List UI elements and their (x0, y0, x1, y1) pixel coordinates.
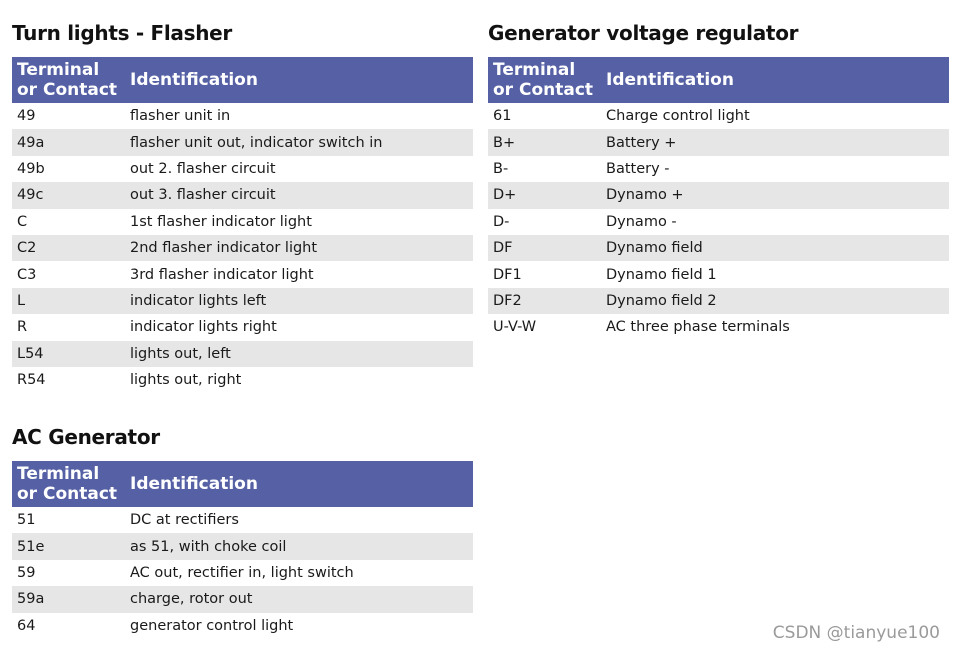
column-header-terminal: Terminal or Contact (12, 461, 125, 507)
column-header-terminal: Terminal or Contact (488, 57, 601, 103)
table-row (488, 156, 949, 182)
identification-cell: as 51, with choke coil (125, 533, 473, 559)
identification-cell: Charge control light (606, 108, 750, 125)
identification-cell: out 2. flasher circuit (130, 160, 276, 177)
identification-cell: flasher unit out, indicator switch in (125, 129, 473, 155)
table-row (488, 129, 949, 155)
terminal-cell: C (17, 213, 28, 230)
terminal-cell: R (17, 319, 28, 336)
table-row (12, 533, 473, 559)
terminal-cell: 49b (17, 160, 45, 177)
table-header-row (12, 57, 473, 103)
identification-cell: out 3. flasher circuit (125, 182, 473, 208)
table-row (12, 613, 473, 639)
table-row (12, 103, 473, 129)
column-header-identification: Identification (125, 461, 473, 507)
identification-cell: flasher unit in (130, 108, 231, 125)
terminal-cell: D+ (488, 182, 601, 208)
terminal-cell: U-V-W (493, 319, 537, 336)
table-header-row (12, 461, 473, 507)
terminal-cell: 61 (493, 108, 512, 125)
terminal-cell: DF1 (493, 266, 522, 283)
table-row (12, 507, 473, 533)
identification-cell: Dynamo field 1 (606, 266, 717, 283)
identification-cell: 1st flasher indicator light (130, 213, 312, 230)
table-row (12, 182, 473, 208)
terminal-cell: 49c (12, 182, 125, 208)
table-row (12, 560, 473, 586)
identification-cell: Dynamo - (606, 213, 677, 230)
table-row (488, 314, 949, 340)
terminal-cell: B+ (488, 129, 601, 155)
identification-cell: indicator lights left (125, 288, 473, 314)
terminal-cell: D- (493, 213, 510, 230)
terminal-cell: 49 (17, 108, 36, 125)
generator-regulator-section (488, 21, 949, 341)
table-row (12, 261, 473, 287)
table-row (12, 314, 473, 340)
table-row (12, 235, 473, 261)
identification-cell: Dynamo + (601, 182, 949, 208)
terminal-table (12, 57, 473, 393)
terminal-cell: R54 (17, 372, 46, 389)
table-row (12, 367, 473, 393)
table-header-row (488, 57, 949, 103)
identification-cell: indicator lights right (130, 319, 277, 336)
terminal-cell: DF (488, 235, 601, 261)
section-title: AC Generator (12, 425, 160, 449)
terminal-cell: 59 (17, 564, 36, 581)
identification-cell: generator control light (130, 617, 294, 634)
identification-cell: Battery + (601, 129, 949, 155)
terminal-table (12, 461, 473, 639)
identification-cell: Dynamo field (601, 235, 949, 261)
table-row (12, 209, 473, 235)
table-row (12, 288, 473, 314)
terminal-cell: 51e (12, 533, 125, 559)
table-row (488, 235, 949, 261)
terminal-cell: C2 (12, 235, 125, 261)
identification-cell: 3rd flasher indicator light (130, 266, 314, 283)
terminal-cell: C3 (17, 266, 37, 283)
terminal-table (488, 57, 949, 341)
identification-cell: DC at rectifiers (130, 512, 239, 529)
table-row (12, 156, 473, 182)
terminal-cell: 64 (17, 617, 36, 634)
identification-cell: Dynamo field 2 (601, 288, 949, 314)
identification-cell: AC out, rectifier in, light switch (130, 564, 354, 581)
terminal-cell: L (12, 288, 125, 314)
column-header-terminal: Terminal or Contact (12, 57, 125, 103)
identification-cell: charge, rotor out (125, 586, 473, 612)
table-row (12, 586, 473, 612)
table-row (488, 103, 949, 129)
identification-cell: Battery - (606, 160, 670, 177)
terminal-cell: 49a (12, 129, 125, 155)
identification-cell: AC three phase terminals (606, 319, 790, 336)
table-row (12, 341, 473, 367)
terminal-cell: 51 (17, 512, 36, 529)
table-row (488, 261, 949, 287)
table-row (12, 129, 473, 155)
column-header-identification: Identification (601, 57, 949, 103)
section-title: Turn lights - Flasher (12, 21, 232, 45)
terminal-cell: L54 (12, 341, 125, 367)
identification-cell: lights out, left (125, 341, 473, 367)
identification-cell: 2nd flasher indicator light (125, 235, 473, 261)
turn-lights-section (12, 21, 473, 393)
terminal-cell: B- (493, 160, 509, 177)
table-row (488, 209, 949, 235)
column-header-identification: Identification (125, 57, 473, 103)
terminal-cell: DF2 (488, 288, 601, 314)
identification-cell: lights out, right (130, 372, 242, 389)
table-row (488, 182, 949, 208)
ac-generator-section (12, 425, 473, 639)
watermark: CSDN @tianyue100 (772, 623, 940, 643)
section-title: Generator voltage regulator (488, 21, 799, 45)
terminal-cell: 59a (12, 586, 125, 612)
table-row (488, 288, 949, 314)
